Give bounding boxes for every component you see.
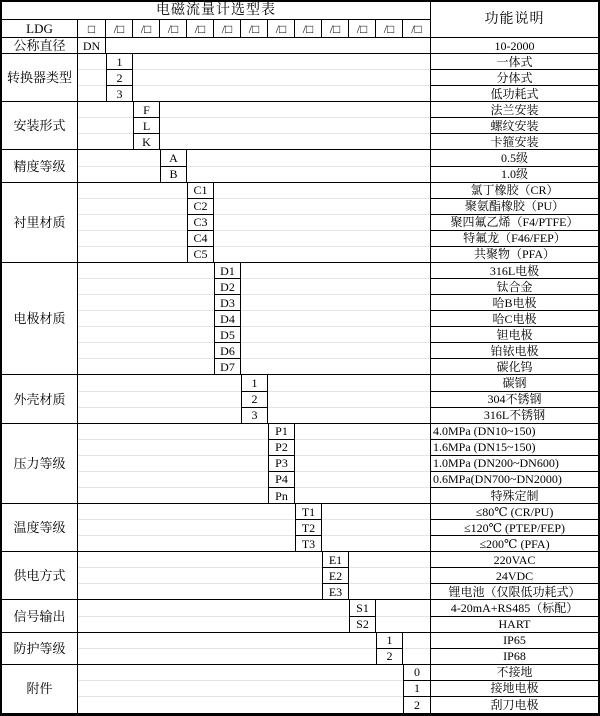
category-label: 转换器类型 bbox=[2, 54, 78, 102]
category-label: 精度等级 bbox=[2, 150, 78, 182]
option-code: K bbox=[133, 134, 160, 150]
option-function: 0.6MPa(DN700~DN2000) bbox=[430, 472, 598, 488]
category-label: 衬里材质 bbox=[2, 183, 78, 263]
filler-cell bbox=[78, 102, 133, 118]
filler-cell bbox=[241, 295, 430, 311]
option-code: 1 bbox=[106, 54, 133, 70]
option-function: 刮刀电极 bbox=[430, 697, 598, 713]
filler-cell bbox=[241, 311, 430, 327]
category-label: 压力等级 bbox=[2, 424, 78, 504]
filler-cell bbox=[376, 617, 430, 633]
option-code: 3 bbox=[241, 408, 268, 424]
filler-cell bbox=[268, 375, 430, 391]
option-code: 3 bbox=[106, 86, 133, 102]
option-code: C1 bbox=[187, 183, 214, 199]
option-code: T1 bbox=[295, 504, 322, 520]
filler-cell bbox=[78, 440, 268, 456]
option-function: 卡箍安装 bbox=[430, 134, 598, 150]
option-function: 低功耗式 bbox=[430, 86, 598, 102]
filler-cell bbox=[295, 488, 430, 504]
option-function: 铂铱电极 bbox=[430, 343, 598, 359]
model-box-slot: □ bbox=[78, 20, 106, 38]
option-code: D7 bbox=[214, 359, 241, 375]
model-code-slot: /□ bbox=[133, 20, 160, 38]
filler-cell bbox=[78, 150, 160, 166]
filler-cell bbox=[78, 649, 376, 665]
filler-cell bbox=[295, 440, 430, 456]
option-code: Pn bbox=[268, 488, 295, 504]
option-function: IP65 bbox=[430, 633, 598, 649]
option-function: 钽电极 bbox=[430, 327, 598, 343]
filler-cell bbox=[322, 504, 430, 520]
option-function: 1.0级 bbox=[430, 167, 598, 183]
filler-cell bbox=[78, 263, 214, 279]
filler-cell bbox=[78, 199, 187, 215]
option-code: D3 bbox=[214, 295, 241, 311]
filler-cell bbox=[214, 247, 430, 263]
filler-cell bbox=[160, 102, 430, 118]
filler-cell bbox=[78, 536, 295, 552]
option-code: 2 bbox=[403, 697, 430, 713]
category-label: 附件 bbox=[2, 665, 78, 713]
category-label: 供电方式 bbox=[2, 552, 78, 600]
filler-cell bbox=[241, 327, 430, 343]
filler-cell bbox=[78, 665, 403, 681]
option-code: C5 bbox=[187, 247, 214, 263]
filler-cell bbox=[78, 681, 403, 697]
option-code: D2 bbox=[214, 279, 241, 295]
option-function: 接地电极 bbox=[430, 681, 598, 697]
model-code-slot: /□ bbox=[295, 20, 322, 38]
filler-cell bbox=[78, 327, 214, 343]
option-function: 氯丁橡胶（CR） bbox=[430, 183, 598, 199]
option-code: B bbox=[160, 167, 187, 183]
option-code: P4 bbox=[268, 472, 295, 488]
filler-cell bbox=[295, 456, 430, 472]
filler-cell bbox=[78, 472, 268, 488]
option-code: C4 bbox=[187, 231, 214, 247]
model-code-slot: /□ bbox=[322, 20, 349, 38]
option-code: L bbox=[133, 118, 160, 134]
filler-cell bbox=[78, 697, 403, 713]
filler-cell bbox=[214, 231, 430, 247]
option-function: 4.0MPa (DN10~150) bbox=[430, 424, 598, 440]
option-function: 220VAC bbox=[430, 552, 598, 568]
model-code-slot: /□ bbox=[268, 20, 295, 38]
option-code: DN bbox=[78, 38, 106, 54]
filler-cell bbox=[78, 86, 106, 102]
option-code: 1 bbox=[241, 375, 268, 391]
option-function: 10-2000 bbox=[430, 38, 598, 54]
filler-cell bbox=[322, 536, 430, 552]
filler-cell bbox=[78, 584, 322, 600]
filler-cell bbox=[78, 183, 187, 199]
option-function: 哈B电极 bbox=[430, 295, 598, 311]
category-label: 电极材质 bbox=[2, 263, 78, 376]
category-label: 安装形式 bbox=[2, 102, 78, 150]
option-function: 304不锈钢 bbox=[430, 392, 598, 408]
filler-cell bbox=[133, 54, 430, 70]
filler-cell bbox=[295, 424, 430, 440]
filler-cell bbox=[78, 359, 214, 375]
filler-cell bbox=[78, 520, 295, 536]
option-function: 1.0MPa (DN200~DN600) bbox=[430, 456, 598, 472]
option-code: T2 bbox=[295, 520, 322, 536]
filler-cell bbox=[78, 70, 106, 86]
option-function: 碳钢 bbox=[430, 375, 598, 391]
option-function: 哈C电极 bbox=[430, 311, 598, 327]
filler-cell bbox=[403, 649, 430, 665]
option-code: S2 bbox=[349, 617, 376, 633]
filler-cell bbox=[160, 118, 430, 134]
filler-cell bbox=[241, 279, 430, 295]
option-function: 聚氨酯橡胶（PU） bbox=[430, 199, 598, 215]
model-code-slot: /□ bbox=[160, 20, 187, 38]
option-code: 2 bbox=[106, 70, 133, 86]
option-function: 1.6MPa (DN15~150) bbox=[430, 440, 598, 456]
filler-cell bbox=[78, 167, 160, 183]
option-code: 0 bbox=[403, 665, 430, 681]
option-code: E3 bbox=[322, 584, 349, 600]
option-function: 螺纹安装 bbox=[430, 118, 598, 134]
option-function: 特殊定制 bbox=[430, 488, 598, 504]
category-label: 公称直径 bbox=[2, 38, 78, 54]
option-function: 不接地 bbox=[430, 665, 598, 681]
option-code: 2 bbox=[376, 649, 403, 665]
filler-cell bbox=[268, 392, 430, 408]
option-function: 碳化钨 bbox=[430, 359, 598, 375]
option-function: 24VDC bbox=[430, 568, 598, 584]
filler-cell bbox=[133, 70, 430, 86]
option-code: A bbox=[160, 150, 187, 166]
option-function: 分体式 bbox=[430, 70, 598, 86]
option-code: 2 bbox=[241, 392, 268, 408]
category-label: 温度等级 bbox=[2, 504, 78, 552]
option-function: 0.5级 bbox=[430, 150, 598, 166]
category-label: 防护等级 bbox=[2, 633, 78, 665]
filler-cell bbox=[78, 134, 133, 150]
model-code-slot: /□ bbox=[214, 20, 241, 38]
filler-cell bbox=[78, 617, 349, 633]
filler-cell bbox=[78, 311, 214, 327]
model-code-slot: /□ bbox=[187, 20, 214, 38]
filler-cell bbox=[268, 408, 430, 424]
model-code-slot: /□ bbox=[403, 20, 430, 38]
model-prefix: LDG bbox=[2, 20, 78, 38]
option-function: 锂电池（仅限低功耗式） bbox=[430, 584, 598, 600]
option-function: 4-20mA+RS485（标配） bbox=[430, 600, 598, 616]
option-code: P2 bbox=[268, 440, 295, 456]
filler-cell bbox=[241, 343, 430, 359]
filler-cell bbox=[78, 375, 241, 391]
filler-cell bbox=[78, 568, 322, 584]
option-function: 一体式 bbox=[430, 54, 598, 70]
filler-cell bbox=[106, 38, 430, 54]
table-title: 电磁流量计选型表 bbox=[2, 2, 430, 20]
filler-cell bbox=[133, 86, 430, 102]
filler-cell bbox=[241, 359, 430, 375]
model-code-slot: /□ bbox=[376, 20, 403, 38]
filler-cell bbox=[187, 150, 430, 166]
option-function: HART bbox=[430, 617, 598, 633]
filler-cell bbox=[78, 633, 376, 649]
filler-cell bbox=[78, 424, 268, 440]
option-function: ≤200℃ (PFA) bbox=[430, 536, 598, 552]
filler-cell bbox=[78, 408, 241, 424]
filler-cell bbox=[214, 183, 430, 199]
filler-cell bbox=[78, 343, 214, 359]
option-code: C2 bbox=[187, 199, 214, 215]
filler-cell bbox=[241, 263, 430, 279]
option-code: 1 bbox=[376, 633, 403, 649]
filler-cell bbox=[322, 520, 430, 536]
filler-cell bbox=[78, 488, 268, 504]
filler-cell bbox=[160, 134, 430, 150]
model-code-slot: /□ bbox=[106, 20, 133, 38]
option-function: IP68 bbox=[430, 649, 598, 665]
filler-cell bbox=[349, 584, 430, 600]
option-function: 聚四氟乙烯（F4/PTFE） bbox=[430, 215, 598, 231]
option-function: ≤80℃ (CR/PU) bbox=[430, 504, 598, 520]
filler-cell bbox=[78, 215, 187, 231]
category-label: 外壳材质 bbox=[2, 375, 78, 423]
option-code: E1 bbox=[322, 552, 349, 568]
option-function: 共聚物（PFA） bbox=[430, 247, 598, 263]
selection-grid bbox=[2, 2, 598, 713]
option-code: C3 bbox=[187, 215, 214, 231]
option-code: S1 bbox=[349, 600, 376, 616]
filler-cell bbox=[78, 392, 241, 408]
option-function: 316L电极 bbox=[430, 263, 598, 279]
filler-cell bbox=[214, 215, 430, 231]
option-code: 1 bbox=[403, 681, 430, 697]
filler-cell bbox=[78, 456, 268, 472]
filler-cell bbox=[349, 568, 430, 584]
option-code: P3 bbox=[268, 456, 295, 472]
option-code: P1 bbox=[268, 424, 295, 440]
option-function: 特氟龙（F46/FEP） bbox=[430, 231, 598, 247]
option-code: D4 bbox=[214, 311, 241, 327]
filler-cell bbox=[78, 504, 295, 520]
filler-cell bbox=[78, 552, 322, 568]
option-function: 316L不锈钢 bbox=[430, 408, 598, 424]
option-function: 钛合金 bbox=[430, 279, 598, 295]
filler-cell bbox=[78, 54, 106, 70]
filler-cell bbox=[78, 295, 214, 311]
filler-cell bbox=[78, 118, 133, 134]
model-code-slot: /□ bbox=[349, 20, 376, 38]
filler-cell bbox=[78, 231, 187, 247]
filler-cell bbox=[376, 600, 430, 616]
model-code-slot: /□ bbox=[241, 20, 268, 38]
filler-cell bbox=[78, 600, 349, 616]
option-code: T3 bbox=[295, 536, 322, 552]
filler-cell bbox=[78, 279, 214, 295]
option-code: D6 bbox=[214, 343, 241, 359]
option-function: ≤120℃ (PTEP/FEP) bbox=[430, 520, 598, 536]
option-code: E2 bbox=[322, 568, 349, 584]
option-code: D5 bbox=[214, 327, 241, 343]
category-label: 信号输出 bbox=[2, 600, 78, 632]
filler-cell bbox=[349, 552, 430, 568]
option-code: D1 bbox=[214, 263, 241, 279]
filler-cell bbox=[78, 247, 187, 263]
function-column-header: 功能说明 bbox=[430, 2, 598, 38]
option-code: F bbox=[133, 102, 160, 118]
filler-cell bbox=[187, 167, 430, 183]
filler-cell bbox=[295, 472, 430, 488]
filler-cell bbox=[403, 633, 430, 649]
filler-cell bbox=[214, 199, 430, 215]
option-function: 法兰安装 bbox=[430, 102, 598, 118]
